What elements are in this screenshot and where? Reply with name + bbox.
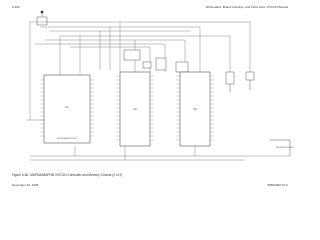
drawing-ref: D98-XXXXX-B DWG 2 — [276, 147, 295, 149]
footer-date: November 10, 2008 — [12, 183, 39, 187]
ic-u3 — [176, 72, 214, 146]
u3-label: U3 — [193, 108, 197, 111]
page-number: 6-162 — [12, 5, 20, 9]
ic-u1 — [40, 75, 94, 143]
ic-u2 — [116, 72, 154, 146]
u1-label: U1 — [65, 106, 69, 109]
footer-doc-number: 6881096C73-O — [267, 183, 288, 187]
section-title: Schematics, Board Overlays, and Parts Lists: VOCON Boards — [205, 5, 288, 9]
u1-sublabel: MCF8 MEMORY BUS — [57, 138, 77, 140]
u2-label: U2 — [133, 108, 137, 111]
figure-caption: Figure 6-66. MAPMA/MAPHB VOCON Controller and Memory Circuits (2 of 2) — [12, 173, 123, 177]
